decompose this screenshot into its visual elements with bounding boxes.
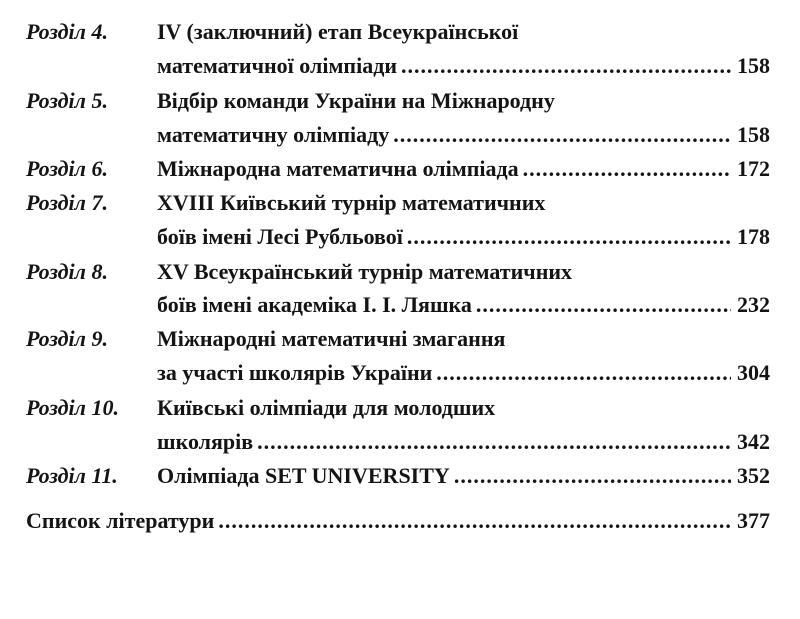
dot-leader xyxy=(476,288,731,322)
leader-row xyxy=(157,49,770,83)
toc-entry-11 xyxy=(0,459,800,493)
page-number: 352 xyxy=(737,463,770,488)
chapter-title-cont: математичної олімпіади xyxy=(157,53,398,78)
leader-row xyxy=(157,220,770,254)
toc-entry-7-line1 xyxy=(0,186,800,220)
chapter-label: Розділ 6. xyxy=(26,156,108,181)
chapter-label: Розділ 7. xyxy=(26,190,108,215)
dot-leader xyxy=(401,49,731,83)
chapter-label: Розділ 9. xyxy=(26,326,108,351)
page-number: 342 xyxy=(737,429,770,454)
toc-entry-5-line2 xyxy=(0,118,800,152)
toc-entry-7-line2 xyxy=(0,220,800,254)
page-number: 304 xyxy=(737,360,770,385)
dot-leader xyxy=(436,356,731,390)
page-number: 172 xyxy=(737,156,770,181)
leader-row xyxy=(157,118,770,152)
toc-entry-10-line2 xyxy=(0,425,800,459)
toc-entry-4-line1 xyxy=(0,15,800,49)
chapter-title-cont: математичну олімпіаду xyxy=(157,122,390,147)
bibliography-title: Список літератури xyxy=(26,508,215,533)
chapter-title: XVIII Київський турнір математичних xyxy=(157,190,546,215)
chapter-label: Розділ 5. xyxy=(26,88,108,113)
leader-row xyxy=(157,459,770,493)
chapter-title-cont: боїв імені Лесі Рубльової xyxy=(157,224,403,249)
chapter-title: Київські олімпіади для молодших xyxy=(157,395,496,420)
toc-entry-6 xyxy=(0,152,800,186)
chapter-label: Розділ 10. xyxy=(26,395,119,420)
leader-row xyxy=(157,152,770,186)
toc-bibliography xyxy=(0,504,800,538)
chapter-title: Міжнародна математична олімпіада xyxy=(157,156,519,181)
page-number: 158 xyxy=(737,53,770,78)
dot-leader xyxy=(407,220,731,254)
dot-leader xyxy=(454,459,731,493)
dot-leader xyxy=(523,152,731,186)
leader-row xyxy=(157,356,770,390)
leader-row xyxy=(157,425,770,459)
chapter-title: Міжнародні математичні змагання xyxy=(157,326,506,351)
toc-entry-8-line1 xyxy=(0,255,800,289)
chapter-title: Відбір команди України на Міжнародну xyxy=(157,88,555,113)
toc-entry-9-line2 xyxy=(0,356,800,390)
toc-entry-5-line1 xyxy=(0,84,800,118)
chapter-title: XV Всеукраїнський турнір математичних xyxy=(157,259,573,284)
chapter-label: Розділ 8. xyxy=(26,259,108,284)
chapter-label: Розділ 11. xyxy=(26,463,118,488)
toc-entry-9-line1 xyxy=(0,322,800,356)
dot-leader xyxy=(218,504,731,538)
toc-entry-8-line2 xyxy=(0,288,800,322)
leader-row xyxy=(157,288,770,322)
page-number: 158 xyxy=(737,122,770,147)
chapter-title: Олімпіада SET UNIVERSITY xyxy=(157,463,450,488)
dot-leader xyxy=(393,118,731,152)
toc-entry-10-line1 xyxy=(0,391,800,425)
toc-entry-4-line2 xyxy=(0,49,800,83)
page-number: 178 xyxy=(737,224,770,249)
chapter-title-cont: школярів xyxy=(157,429,254,454)
chapter-title: IV (заключний) етап Всеукраїнської xyxy=(157,19,519,44)
chapter-title-cont: боїв імені академіка І. І. Ляшка xyxy=(157,292,472,317)
page-number: 377 xyxy=(737,508,770,533)
leader-row xyxy=(26,504,770,538)
page-number: 232 xyxy=(737,292,770,317)
chapter-title-cont: за участі школярів України xyxy=(157,360,433,385)
dot-leader xyxy=(257,425,731,459)
chapter-label: Розділ 4. xyxy=(26,19,108,44)
